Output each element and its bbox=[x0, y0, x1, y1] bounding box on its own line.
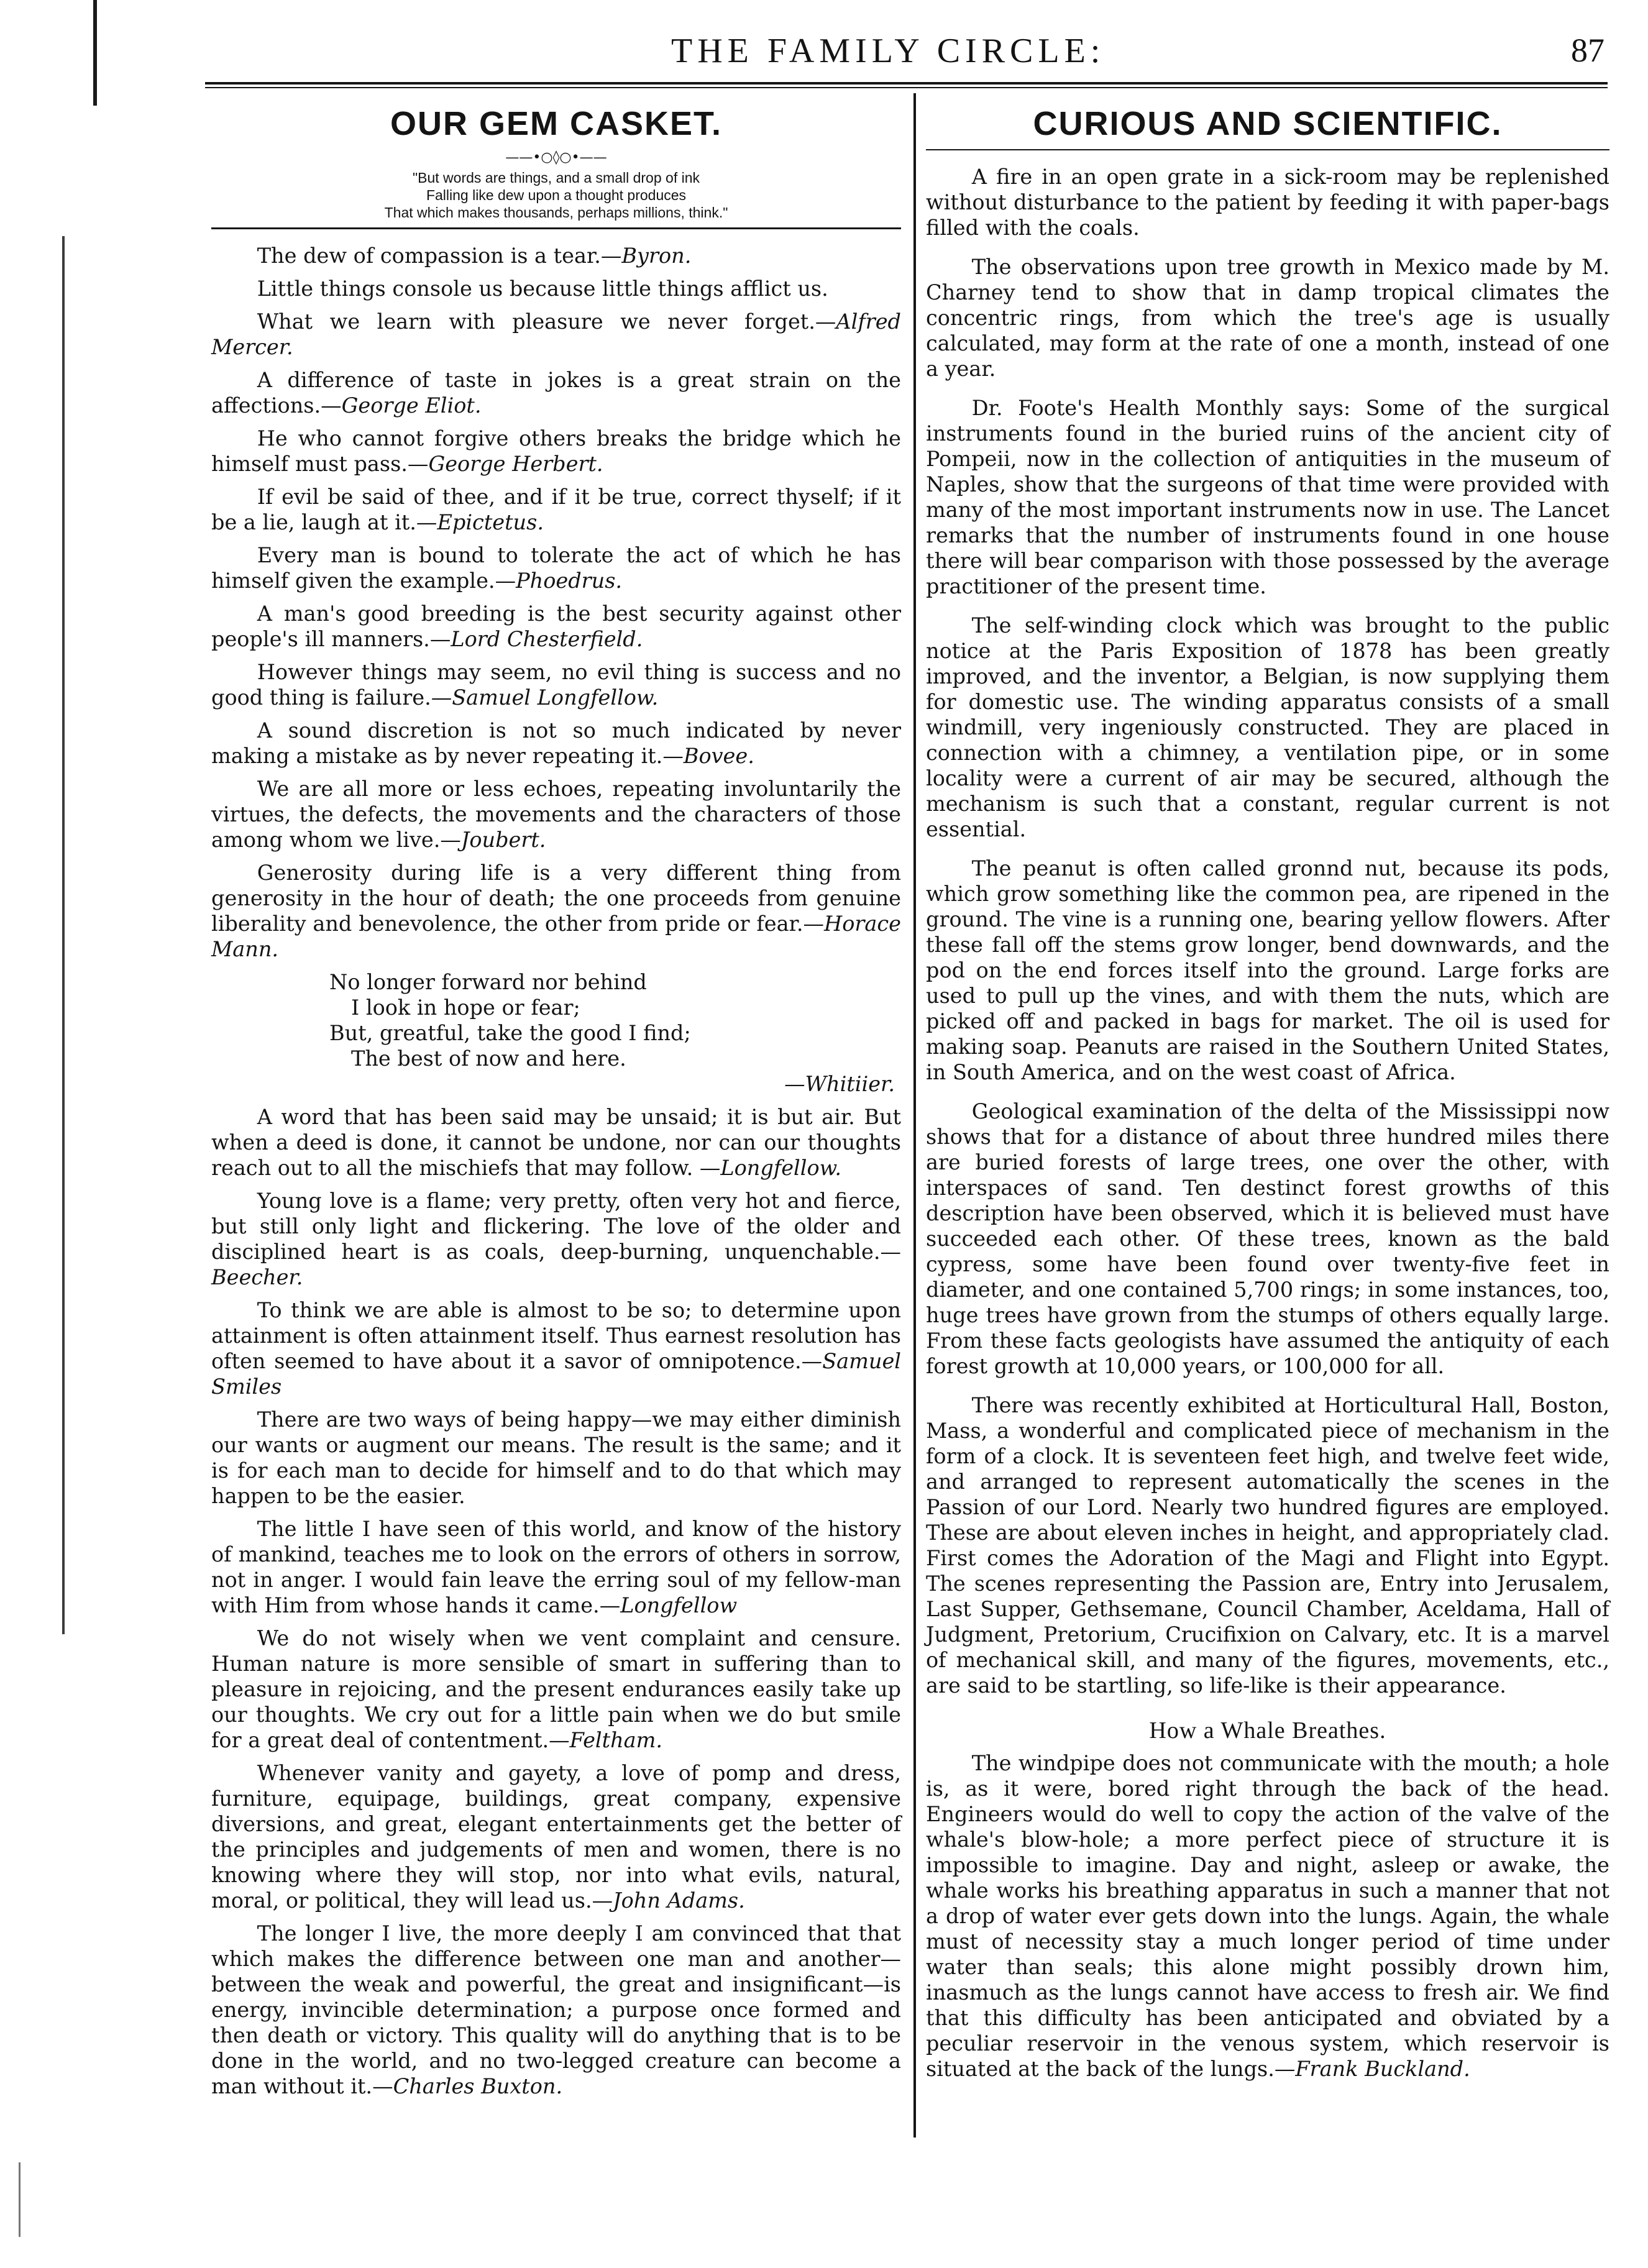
quote-text: However things may seem, no evil thing is success and no good thing is failure.— bbox=[211, 660, 901, 710]
quote-author: Beecher. bbox=[211, 1265, 303, 1289]
quote-author: Charles Buxton. bbox=[393, 2074, 563, 2098]
page-number: 87 bbox=[1571, 32, 1605, 69]
quote-paragraph bbox=[211, 718, 901, 769]
quote-text: A word that has been said may be unsaid; it is but air. But when a deed is done, it cannot be undone, nor can our thoughts reach out to all the mischiefs that may follow. — bbox=[211, 1105, 901, 1180]
quote-text: A man's good breeding is the best security against other people's ill manners.— bbox=[211, 601, 901, 651]
verse-line: But, greatful, take the good I find; bbox=[329, 1021, 691, 1045]
quote-paragraph bbox=[211, 1188, 901, 1290]
column-divider bbox=[913, 93, 916, 2138]
quote-text: He who cannot forgive others breaks the bridge which he himself must pass.— bbox=[211, 426, 901, 476]
quote-author: Horace Mann. bbox=[211, 912, 901, 961]
quote-author: Bovee. bbox=[683, 744, 754, 768]
section-rule bbox=[211, 227, 901, 229]
section-rule bbox=[926, 149, 1609, 150]
ornament-divider: ——•○◊○•—— bbox=[505, 150, 607, 165]
quote-paragraph bbox=[211, 1407, 901, 1509]
epigraph-line: Falling like dew upon a thought produces bbox=[426, 187, 687, 203]
quote-author: Epictetus. bbox=[437, 510, 544, 534]
quote-text: To think we are able is almost to be so; to determine upon attainment is often attainment itself. Thus earnest resolution has often seemed to have about it a savor of omnipotence.— bbox=[211, 1298, 901, 1373]
quote-paragraph bbox=[211, 860, 901, 962]
verse bbox=[211, 969, 901, 1097]
quote-author: Longfellow bbox=[620, 1593, 738, 1617]
quote-author: John Adams. bbox=[613, 1888, 745, 1913]
section-title-gem-casket: OUR GEM CASKET. bbox=[390, 105, 723, 142]
quote-author: Lord Chesterfield. bbox=[451, 627, 643, 651]
running-title: THE FAMILY CIRCLE: bbox=[671, 32, 1106, 70]
quote-paragraph bbox=[211, 243, 901, 268]
quote-text: We do not wisely when we vent complaint and censure. Human nature is more sensible of smart in suffering than to pleasure in rejoicing, and the present endurances easily take up our thoughts. We cry out for a little pain when we do but smile for a great deal of contentment.— bbox=[211, 1626, 901, 1752]
verse-line: The best of now and here. bbox=[351, 1046, 626, 1071]
header-rule bbox=[205, 87, 1608, 88]
quote-author: Alfred Mercer. bbox=[211, 309, 901, 359]
quote-text: If evil be said of thee, and if it be true, correct thyself; if it be a lie, laugh at it.— bbox=[211, 485, 901, 534]
right-column bbox=[926, 93, 1609, 2089]
section-title-curious: CURIOUS AND SCIENTIFIC. bbox=[1033, 105, 1503, 142]
quote-text: What we learn with pleasure we never forget.— bbox=[257, 309, 836, 334]
quote-paragraph bbox=[211, 1516, 901, 1618]
quote-text: Generosity during life is a very different thing from generosity in the hour of death; the one proceeds from genuine liberality and benevolence, the other from pride or fear.— bbox=[211, 861, 901, 936]
epigraph bbox=[211, 169, 901, 221]
verse-line: No longer forward nor behind bbox=[329, 970, 647, 994]
quote-author: George Herbert. bbox=[428, 452, 603, 476]
article-paragraph: The peanut is often called gronnd nut, because its pods, which grow something like the common pea, are ripened in the ground. The vine is a running one, bearing yellow flowers. After these fall off the stems grow longer, bend downwards, and the pod on the end forces itself into the ground. Large forks are used to pull up the vines, and with them the nuts, which are picked off and packed in bags for market. The oil is used for making soap. Peanuts are raised in the Southern United States, in South America, and on the west coast of Africa. bbox=[926, 856, 1609, 1084]
quote-paragraph bbox=[211, 367, 901, 418]
quote-author: Feltham. bbox=[569, 1728, 663, 1752]
quote-text: The dew of compassion is a tear.— bbox=[257, 244, 622, 268]
quote-paragraph bbox=[211, 542, 901, 593]
quote-author: Phoedrus. bbox=[516, 569, 623, 593]
quote-paragraph bbox=[211, 1626, 901, 1753]
quote-author: Joubert. bbox=[460, 828, 546, 852]
article-paragraph bbox=[926, 1750, 1609, 2082]
article-paragraph: There was recently exhibited at Horticultural Hall, Boston, Mass, a wonderful and complicated piece of mechanism in the form of a clock. It is seventeen feet high, and twelve feet wide, and arranged to represent automatically the scenes in the Passion of our Lord. Nearly two hundred figures are employed. These are about eleven inches in height, and appropriately clad. First comes the Adoration of the Magi and Flight into Egypt. The scenes representing the Passion are, Entry into Jerusalem, Last Supper, Gethsemane, Council Chamber, Aceldama, Hall of Judgment, Pretorium, Crucifixion on Calvary, etc. It is a marvel of mechanical skill, and many of the figures, movements, etc., are said to be startling, so life-like is their appearance. bbox=[926, 1393, 1609, 1698]
epigraph-line: "But words are things, and a small drop of ink bbox=[412, 170, 700, 186]
quote-author: Byron. bbox=[621, 244, 692, 268]
article-paragraph: A fire in an open grate in a sick-room may be replenished without disturbance to the patient by feeding it with paper-bags filled with the coals. bbox=[926, 165, 1609, 240]
quote-author: Samuel Smiles bbox=[211, 1349, 901, 1399]
epigraph-line: That which makes thousands, perhaps millions, think." bbox=[384, 204, 728, 221]
quote-text: There are two ways of being happy—we may either diminish our wants or augment our means. The result is the same; and it is for each man to decide for himself and to do that which may happen to be the easier. bbox=[211, 1407, 901, 1508]
article-author: Frank Buckland. bbox=[1295, 2057, 1470, 2081]
scan-edge-mark bbox=[93, 0, 97, 106]
subheading-whale: How a Whale Breathes. bbox=[1149, 1717, 1386, 1744]
quote-text: Young love is a flame; very pretty, often very hot and fierce, but still only light and flickering. The love of the older and disciplined heart is as coals, deep-burning, unquenchable.— bbox=[211, 1189, 901, 1264]
quote-paragraph bbox=[211, 1921, 901, 2099]
scan-edge-mark bbox=[62, 236, 65, 1634]
verse-author: —Whitiier. bbox=[784, 1072, 895, 1096]
quote-paragraph bbox=[211, 426, 901, 477]
running-head bbox=[211, 31, 1605, 81]
quote-author: Samuel Longfellow. bbox=[452, 685, 659, 710]
header-rule bbox=[205, 82, 1608, 85]
quote-text: Whenever vanity and gayety, a love of pomp and dress, furniture, equipage, buildings, great company, expensive diversions, and great, elegant entertainments get the better of the principles and judgements of men and women, there is no knowing where they will stop, nor into what evils, natural, moral, or political, they will lead us.— bbox=[211, 1761, 901, 1913]
left-column bbox=[211, 93, 901, 2106]
article-list bbox=[926, 164, 1609, 1698]
quote-text: The longer I live, the more deeply I am convinced that that which makes the difference between one man and another—between the weak and powerful, the great and insignificant—is energy, invincible determination; a purpose once formed and then death or victory. This quality will do anything that is to be done in the world, and no two-legged creature can become a man without it.— bbox=[211, 1921, 901, 2098]
quote-paragraph bbox=[211, 484, 901, 535]
quote-paragraph bbox=[211, 1760, 901, 1913]
quote-author: Longfellow. bbox=[720, 1156, 841, 1180]
article-paragraph: Dr. Foote's Health Monthly says: Some of the surgical instruments found in the buried ruins of the ancient city of Pompeii, now in the collection of antiquities in the museum of Naples, show that the surgeons of that time were provided with many of the most important instruments now in use. The Lancet remarks that the number of instruments found in one house there will bear comparison with those possessed by the average practitioner of the present time. bbox=[926, 396, 1609, 598]
quote-paragraph bbox=[211, 776, 901, 853]
quote-paragraph bbox=[211, 309, 901, 360]
quote-text: A sound discretion is not so much indicated by never making a mistake as by never repeating it.— bbox=[211, 718, 901, 768]
article-paragraph: The self-winding clock which was brought to the public notice at the Paris Exposition of 1878 has been greatly improved, and the inventor, a Belgian, is now supplying them for domestic use. The winding apparatus consists of a small windmill, very ingeniously constructed. They are placed in connection with a chimney, a ventilation pipe, or in some locality were a current of air may be secured, although the mechanism is such that a constant, regular current is not essential. bbox=[926, 613, 1609, 841]
quote-text: The little I have seen of this world, and know of the history of mankind, teaches me to look on the errors of others in sorrow, not in anger. I would fain leave the erring soul of my fellow-man with Him from whose hands it came.— bbox=[211, 1517, 901, 1617]
quote-paragraph bbox=[211, 276, 901, 301]
quote-author: George Eliot. bbox=[341, 393, 482, 418]
quote-text: Little things console us because little things afflict us. bbox=[257, 277, 828, 301]
quote-paragraph bbox=[211, 1104, 901, 1181]
quote-paragraph bbox=[211, 601, 901, 652]
quotes-list bbox=[211, 1104, 901, 2099]
quote-paragraph bbox=[211, 659, 901, 710]
verse-line: I look in hope or fear; bbox=[351, 995, 580, 1020]
quote-text: Every man is bound to tolerate the act of which he has himself given the example.— bbox=[211, 543, 901, 593]
quote-text: We are all more or less echoes, repeating involuntarily the virtues, the defects, the movements and the characters of those among whom we live.— bbox=[211, 777, 901, 852]
article-paragraph: The observations upon tree growth in Mexico made by M. Charney tend to show that in damp tropical climates the concentric rings, from which the tree's age is usually calculated, may form at the rate of one a month, instead of one a year. bbox=[926, 255, 1609, 381]
quote-paragraph bbox=[211, 1297, 901, 1399]
article-paragraph: Geological examination of the delta of the Mississippi now shows that for a distance of about three hundred miles there are buried forests of large trees, one over the other, with interspaces of sand. Ten destinct forest growths of this description have been observed, which it is believed must have succeeded each other. Of these trees, known as the bald cypress, some have been found over twenty-five feet in diameter, and one contained 5,700 rings; in some instances, too, huge trees have grown from the stumps of others equally large. From these facts geologists have assumed the antiquity of each forest growth at 10,000 years, or 100,000 for all. bbox=[926, 1099, 1609, 1378]
quotes-list bbox=[211, 243, 901, 962]
scan-edge-mark bbox=[19, 2162, 21, 2237]
quote-text: A difference of taste in jokes is a great strain on the affections.— bbox=[211, 368, 901, 418]
article-text: The windpipe does not communicate with the mouth; a hole is, as it were, bored right through the back of the head. Engineers would do well to copy the action of the valve of the whale's blow-hole; a more perfect piece of structure it is impossible to imagine. Day and night, asleep or awake, the whale works his breathing apparatus in such a manner that not a drop of water ever gets down into the lungs. Again, the whale must of necessity stay a much longer period of time under water than seals; this alone might possibly drown him, inasmuch as the lungs cannot have access to fresh air. We find that this difficulty has been anticipated and obviated by a peculiar reservoir in the venous system, which reservoir is situated at the back of the lungs.— bbox=[926, 1751, 1609, 2081]
